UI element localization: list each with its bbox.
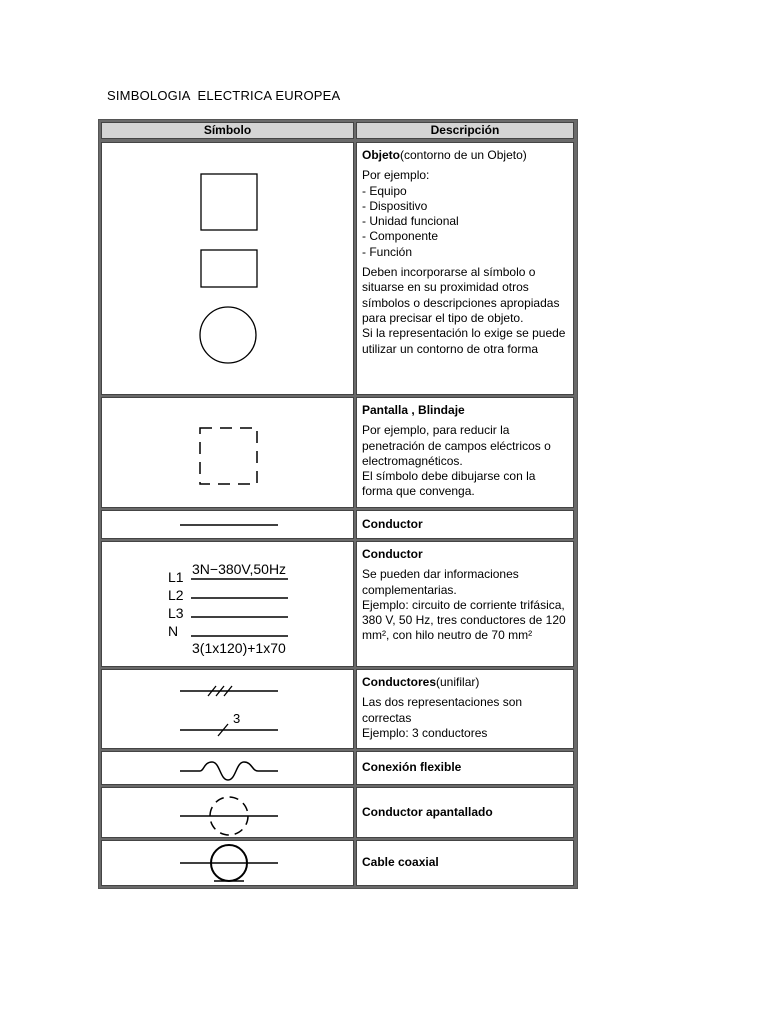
- row-title-suffix: (contorno de un Objeto): [400, 148, 527, 162]
- symbol-cell-cable-coaxial: [101, 840, 354, 886]
- symbol-cell-conductor: [101, 510, 354, 539]
- screen-shield-symbol: [102, 398, 355, 509]
- row-paragraph: Deben incorporarse al símbolo o situarse en su proximidad otros símbolos o descripciones apropiadas para precisar el tipo de objeto. Si la representación lo exige se puede utilizar un contorno de otra forma: [362, 265, 566, 356]
- desc-cell-cable-coaxial: [356, 840, 574, 886]
- symbol-cell-conductor-apantallado: [101, 787, 354, 838]
- coaxial-cable-symbol: [102, 841, 355, 887]
- desc-cell-pantalla: [356, 397, 574, 508]
- conductor-info-label: 3N−380V,50Hz: [192, 561, 287, 577]
- phase-l2-label: L2: [168, 587, 184, 603]
- desc-cell-conductor-apantallado: [356, 787, 574, 838]
- neutral-label: N: [168, 623, 179, 639]
- row-title: Conductor: [362, 547, 423, 561]
- row-paragraph: Las dos representaciones son correctas Ejemplo: 3 conductores: [362, 695, 523, 740]
- three-phase-conductor-symbol: [102, 542, 355, 668]
- page-title: SIMBOLOGIA ELECTRICA EUROPEA: [107, 88, 341, 103]
- single-line-conductors-symbol: [102, 670, 355, 750]
- conductor-symbol: [102, 511, 355, 540]
- desc-cell-conductor: [356, 510, 574, 539]
- symbol-cell-conductor-info: [101, 541, 354, 667]
- conductor-count-label: 3: [233, 711, 241, 726]
- symbol-cell-conexion-flexible: [101, 751, 354, 785]
- header-description: Descripción: [356, 122, 574, 139]
- shielded-conductor-symbol: [102, 788, 355, 839]
- symbol-cell-conductores: [101, 669, 354, 749]
- row-title: Objeto: [362, 148, 400, 162]
- symbol-cell-pantalla: [101, 397, 354, 508]
- row-paragraph: Por ejemplo, para reducir la penetración de campos eléctricos o electromagnéticos. El símbolo debe dibujarse con la forma que convenga.: [362, 423, 551, 499]
- desc-cell-conductores: [356, 669, 574, 749]
- row-title: Pantalla , Blindaje: [362, 403, 465, 417]
- desc-cell-objeto: [356, 142, 574, 395]
- row-paragraph: Por ejemplo: - Equipo - Dispositivo - Unidad funcional - Componente - Función: [362, 168, 459, 259]
- symbol-cell-objeto: [101, 142, 354, 395]
- row-title: Conductor: [362, 516, 423, 531]
- row-paragraph: Se pueden dar informaciones complementarias. Ejemplo: circuito de corriente trifásica, 380 V, 50 Hz, tres conductores de 120 mm², con hilo neutro de 70 mm²: [362, 567, 566, 643]
- row-title: Cable coaxial: [362, 855, 439, 870]
- symbol-table: [98, 119, 578, 889]
- flexible-connection-symbol: [102, 752, 355, 786]
- phase-l3-label: L3: [168, 605, 184, 621]
- row-title-suffix: (unifilar): [436, 675, 480, 689]
- header-symbol: Símbolo: [101, 122, 354, 139]
- row-title: Conexión flexible: [362, 760, 462, 775]
- desc-cell-conexion-flexible: [356, 751, 574, 785]
- conductor-section-label: 3(1x120)+1x70: [192, 640, 286, 656]
- phase-l1-label: L1: [168, 569, 184, 585]
- row-title: Conductor apantallado: [362, 804, 493, 819]
- object-outline-symbols: [102, 143, 355, 396]
- row-title: Conductores: [362, 675, 437, 689]
- desc-cell-conductor-info: [356, 541, 574, 667]
